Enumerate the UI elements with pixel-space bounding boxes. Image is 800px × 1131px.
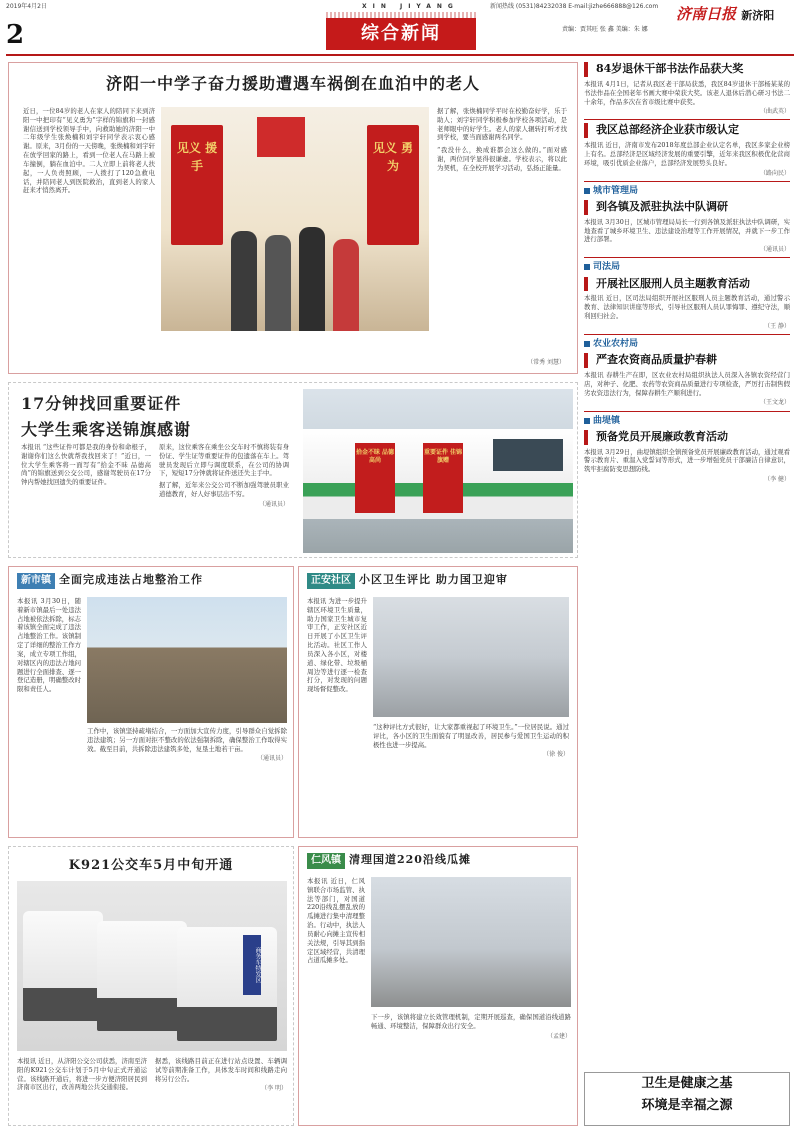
- bus-body-2: 据悉，该线路目前正在进行站点设置、车辆调试等前期准备工作，具体发车时间和线路走向将另行公告。: [155, 1057, 287, 1083]
- story-xinshi: [8, 566, 294, 838]
- story2-body-2: 原来，这位乘客在乘坐公交车时不慎将装有身份证、学生证等重要证件的包遗落在车上。驾驶员发现后立即与调度联系，在公司的协调下，短短17分钟就将证件送还失主手中。: [159, 443, 289, 478]
- story-renfeng: [298, 846, 578, 1126]
- logo-sub: 新济阳: [741, 9, 775, 22]
- side-item4-title: 开展社区服刑人员主题教育活动: [584, 277, 790, 292]
- slogan-line-2: 环境是幸福之源: [641, 1098, 733, 1113]
- masthead-rule: [6, 54, 794, 56]
- zhengan-body-2: “这种评比方式很好，让大家都重视起了环境卫生。”一位居民说。通过评比，各小区的卫生面貌有了明显改善，居民参与爱国卫生运动的积极性也进一步提高。: [373, 723, 569, 749]
- side-category-1: 城市管理局: [584, 185, 790, 197]
- bus-title: K921公交车5月中旬开通: [68, 858, 234, 873]
- slogan-box: [584, 1072, 790, 1126]
- story-zhengan: [298, 566, 578, 838]
- banner-right: 见义 勇为: [367, 125, 419, 245]
- xinshi-title: 全面完成违法占地整治工作: [59, 573, 203, 587]
- side-item6-title: 预备党员开展廉政教育活动: [584, 430, 790, 445]
- side-item2-body: 本报讯 近日，济南市发布2018年度总部企业认定名单，我区多家企业榜上有名。总部经济是区域经济发展的重要引擎，近年来我区积极优化营商环境，吸引优质企业落户，总部经济发展势头良好。: [584, 141, 790, 167]
- bus-signature: （李 明）: [261, 1085, 287, 1093]
- zhengan-photo: [373, 597, 569, 717]
- contact-info: 新闻热线 (0531)84232038 E-mail:jizhe666888@126.com: [490, 3, 659, 10]
- xinshi-body-2: 工作中，该镇坚持疏堵结合，一方面加大宣传力度，引导群众自觉拆除违法建筑；另一方面对拒不整改的依法强制拆除，确保整治工作取得实效。截至目前，共拆除违法建筑多处，复垦土地若干亩。: [87, 727, 287, 753]
- banner-left: 见义 援手: [171, 125, 223, 245]
- logo-main: 济南日报: [676, 5, 737, 23]
- xinshi-label: 新市镇: [17, 573, 55, 589]
- side-item5-title: 严查农资商品质量护春耕: [584, 353, 790, 368]
- lead-body-3: “我没什么，换成谁都会这么做的。”面对感谢，两位同学显得很谦虚。学校表示，将以此为契机，在全校开展学习活动，弘扬正能量。: [437, 146, 567, 172]
- lead-title: 济阳一中学子奋力援助遭遇车祸倒在血泊中的老人: [105, 74, 480, 93]
- side-item2-sig: （路向民）: [759, 169, 790, 177]
- lead-body: 近日，一位84岁的老人在家人的陪同下来到济阳一中把印有“见义勇为”字样的锦旗和一封感谢信送到学校领导手中，向救助她的济阳一中二年级学生张焕楠和刘宇轩同学表示衷心感谢。原来，3月份的一天傍晚，张焕楠和刘宇轩在放学回家的路上，看到一位老人在马路上被车撞倒，躺在血泊中。二人立即上前将老人扶起，一人负责照顾，一人拨打了120急救电话，并陪同老人到医院救治，直到老人的家人赶来才悄然离开。: [23, 107, 155, 195]
- side-item4-body: 本报讯 近日，区司法局组织开展社区服刑人员主题教育活动，通过警示教育、法律知识讲座等形式，引导社区服刑人员认罪悔罪、遵纪守法，顺利回归社会。: [584, 294, 790, 321]
- side-item1-sig: （曲武英）: [759, 108, 790, 116]
- zhengan-body: 本报讯 为进一步提升辖区环境卫生质量，助力国家卫生城市复审工作，正安社区近日开展了小区卫生评比活动。社区工作人员深入各小区，对楼道、绿化带、垃圾桶周边等进行逐一检查打分，对发现的问题现场督促整改。: [307, 597, 367, 694]
- renfeng-body-2: 下一步，该镇将建立长效管理机制，定期开展巡查，确保国道沿线道路畅通、环境整洁，保障群众出行安全。: [371, 1013, 571, 1030]
- story2-title-2: 大学生乘客送锦旗感谢: [21, 419, 192, 439]
- story2-body-3: 据了解，近年来公交公司不断加强驾驶员职业道德教育，好人好事层出不穷。: [159, 481, 289, 499]
- xinshi-photo: [87, 597, 287, 723]
- pennant-right: 重要证件 佳锦旗赠: [423, 443, 463, 513]
- zhengan-label: 正安社区: [307, 573, 355, 589]
- side-item1-body: 本报讯 4月1日，记者从我区老干部局获悉，我区84岁退休干部杨某某的书法作品在全国老年书画大赛中荣获大奖。该老人退休后潜心研习书法二十余年，作品多次在省市级比赛中获奖。: [584, 79, 790, 106]
- zhengan-title: 小区卫生评比 助力国卫迎审: [359, 573, 508, 587]
- story-lost-documents: [8, 382, 578, 558]
- renfeng-photo: [371, 877, 571, 1007]
- lead-signature: （常秀 刘慧）: [527, 358, 565, 366]
- page-number: 2: [6, 20, 25, 50]
- xinshi-body: 本报讯 3月30日，随着新市镇最后一处违法占地被依法拆除，标志着该镇全面完成了违法占地整治工作。该镇制定了详细的整治工作方案，成立专项工作组，对辖区内的违法占地问题进行全面排查、逐一登记造册，明确整改时限和责任人。: [17, 597, 81, 694]
- newspaper-logo: [676, 4, 774, 24]
- story2-photo: [303, 389, 573, 553]
- lead-photo: [161, 107, 429, 331]
- side-item6-body: 本报讯 3月29日，曲堤镇组织全镇预备党员开展廉政教育活动，通过观看警示教育片、重温入党誓词等形式，进一步增强党员干部廉洁自律意识，筑牢拒腐防变思想防线。: [584, 447, 790, 474]
- bus-sign: 商务车特发区: [243, 935, 261, 995]
- side-item5-body: 本报讯 春耕生产在即，区农业农村局组织执法人员深入各镇农资经营门店，对种子、化肥、农药等农资商品质量进行专项检查，严厉打击制售假劣农资违法行为，保障春耕生产顺利进行。: [584, 370, 790, 397]
- party-flag: [257, 117, 305, 157]
- side-item3-title: 到各镇及派驻执法中队调研: [584, 200, 790, 215]
- story2-body: 本报讯 “这些证件可都是我的身份和命根子，谢谢你们这么快就帮我找回来了！”近日，一位大学生乘客将一面写有“拾金不昧 品德高尚”的锦旗送到公交公司，感谢驾驶员在17分钟内帮她找回遗失的重要证件。: [21, 443, 151, 487]
- side-category-3: 农业农村局: [584, 338, 790, 350]
- renfeng-title: 清理国道220沿线瓜摊: [349, 853, 471, 867]
- renfeng-signature: （孟建）: [546, 1032, 571, 1040]
- lead-body-2: 据了解，张焕楠同学平时在校勤奋好学，乐于助人；刘宇轩同学积极参加学校各项活动，是老师眼中的好学生。老人的家人辗转打听才找到学校，要当面感谢两名同学。: [437, 107, 567, 142]
- sidebar: [584, 62, 790, 1066]
- pennant-left: 拾金不昧 品德高尚: [355, 443, 395, 513]
- story2-title-1: 17分钟找回重要证件: [21, 394, 182, 413]
- side-item4-sig: （王 静）: [764, 322, 790, 330]
- side-category-4: 曲堤镇: [584, 415, 790, 427]
- side-item2-title: 我区总部经济企业获市级认定: [584, 123, 790, 138]
- side-item3-sig: （通讯员）: [759, 246, 790, 254]
- bus-photo: [17, 881, 287, 1051]
- editors-line: 责编：贾其旺 张 鑫 美编：朱 娜: [562, 26, 648, 33]
- side-item5-sig: （王文龙）: [759, 399, 790, 407]
- side-item3-body: 本报讯 3月30日，区城市管理局局长一行到各镇及派驻执法中队调研，实地查看了城乡环境卫生、违法建设治理等工作开展情况，并就下一步工作进行部署。: [584, 217, 790, 244]
- issue-date: 2019年4月2日: [6, 3, 47, 10]
- renfeng-body: 本报讯 近日，仁风镇联合市场监管、执法等部门，对国道220沿线乱摆乱放的瓜摊进行集中清理整治。行动中，执法人员耐心向摊主宣传相关法规，引导其到指定区域经营，共清理占道瓜摊多处。: [307, 877, 365, 965]
- side-item6-sig: （李 健）: [764, 476, 790, 483]
- edition-title: 综合新闻: [326, 18, 476, 50]
- story-bus: [8, 846, 294, 1126]
- slogan-line-1: 卫生是健康之基: [641, 1076, 733, 1091]
- renfeng-label: 仁风镇: [307, 853, 345, 869]
- xinshi-signature: （通讯员）: [256, 755, 287, 763]
- side-item1-title: 84岁退休干部书法作品获大奖: [584, 62, 790, 77]
- bus-body: 本报讯 近日，从济阳公交公司获悉，济南至济阳的K921公交车计划于5月中旬正式开通运营。该线路开通后，将进一步方便济阳居民到济南市区出行，改善两地公共交通衔接。: [17, 1057, 147, 1092]
- story2-signature: （通讯员）: [258, 500, 289, 508]
- zhengan-signature: （徐 俊）: [543, 751, 569, 759]
- edition-pinyin: XIN JIYANG: [362, 3, 459, 10]
- side-category-2: 司法局: [584, 261, 790, 273]
- lead-story: [8, 62, 578, 374]
